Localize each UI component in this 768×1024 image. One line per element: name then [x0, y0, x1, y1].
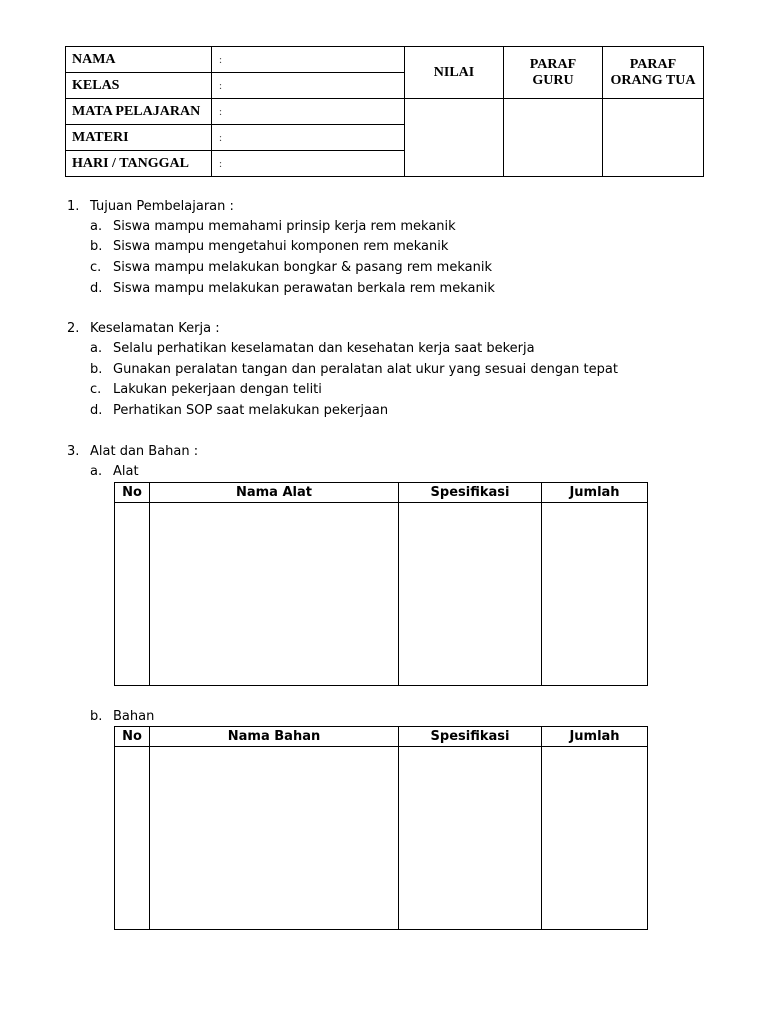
- list-item: Siswa mampu mengetahui komponen rem mekanik: [113, 239, 449, 254]
- column-header: No: [115, 727, 150, 747]
- paraf-ortu-box[interactable]: [603, 99, 704, 177]
- list-item: Perhatikan SOP saat melakukan pekerjaan: [113, 403, 389, 418]
- list-letter: b.: [90, 239, 103, 254]
- column-header: Nama Alat: [150, 483, 399, 503]
- list-letter: c.: [90, 260, 102, 275]
- section-number: 1.: [67, 199, 80, 214]
- list-letter: a.: [90, 219, 103, 234]
- label-nama: NAMA: [66, 47, 212, 73]
- column-header: Jumlah: [542, 727, 648, 747]
- label-kelas: KELAS: [66, 73, 212, 99]
- column-header: Spesifikasi: [399, 483, 542, 503]
- table-cell[interactable]: [542, 503, 648, 686]
- list-letter: a.: [90, 464, 103, 479]
- alat-label: Alat: [113, 464, 139, 479]
- list-letter: d.: [90, 281, 103, 296]
- table-cell[interactable]: [150, 747, 399, 930]
- field-kelas[interactable]: :: [212, 73, 405, 99]
- table-row: [115, 503, 648, 686]
- alat-table: [114, 482, 648, 686]
- table-row: [115, 747, 648, 930]
- paraf-guru-line1: PARAF: [529, 56, 577, 72]
- paraf-guru-line2: GURU: [532, 72, 574, 88]
- section-title: Alat dan Bahan :: [90, 444, 199, 459]
- paraf-guru-header: [504, 47, 603, 99]
- field-hari-tanggal[interactable]: :: [212, 151, 405, 177]
- list-item: Gunakan peralatan tangan dan peralatan alat ukur yang sesuai dengan tepat: [113, 362, 618, 377]
- list-item: Selalu perhatikan keselamatan dan kesehatan kerja saat bekerja: [113, 341, 535, 356]
- table-cell[interactable]: [115, 747, 150, 930]
- bahan-table: [114, 726, 648, 930]
- section-title: Tujuan Pembelajaran :: [90, 199, 234, 214]
- column-header: No: [115, 483, 150, 503]
- list-letter: b.: [90, 362, 103, 377]
- table-cell[interactable]: [115, 503, 150, 686]
- field-materi[interactable]: :: [212, 125, 405, 151]
- list-letter: d.: [90, 403, 103, 418]
- section-title: Keselamatan Kerja :: [90, 321, 220, 336]
- label-materi: MATERI: [66, 125, 212, 151]
- table-cell[interactable]: [542, 747, 648, 930]
- section-number: 2.: [67, 321, 80, 336]
- nilai-label: NILAI: [433, 64, 475, 80]
- column-header: Jumlah: [542, 483, 648, 503]
- section-number: 3.: [67, 444, 80, 459]
- list-letter: c.: [90, 382, 102, 397]
- table-cell[interactable]: [150, 503, 399, 686]
- list-letter: a.: [90, 341, 103, 356]
- list-item: Siswa mampu melakukan perawatan berkala rem mekanik: [113, 281, 495, 296]
- table-cell[interactable]: [399, 747, 542, 930]
- nilai-box[interactable]: [405, 99, 504, 177]
- table-cell[interactable]: [399, 503, 542, 686]
- field-nama[interactable]: :: [212, 47, 405, 73]
- list-item: Siswa mampu melakukan bongkar & pasang rem mekanik: [113, 260, 492, 275]
- column-header: Nama Bahan: [150, 727, 399, 747]
- paraf-guru-box[interactable]: [504, 99, 603, 177]
- column-header: Spesifikasi: [399, 727, 542, 747]
- list-item: Lakukan pekerjaan dengan teliti: [113, 382, 322, 397]
- list-letter: b.: [90, 709, 103, 724]
- label-mata-pelajaran: MATA PELAJARAN: [66, 99, 212, 125]
- nilai-header: [405, 47, 504, 99]
- list-item: Siswa mampu memahami prinsip kerja rem mekanik: [113, 219, 456, 234]
- paraf-ortu-header: [603, 47, 704, 99]
- paraf-ortu-line2: ORANG TUA: [610, 72, 696, 88]
- paraf-ortu-line1: PARAF: [629, 56, 677, 72]
- label-hari-tanggal: HARI / TANGGAL: [66, 151, 212, 177]
- student-info-table: [65, 46, 704, 177]
- field-mata-pelajaran[interactable]: :: [212, 99, 405, 125]
- bahan-label: Bahan: [113, 709, 155, 724]
